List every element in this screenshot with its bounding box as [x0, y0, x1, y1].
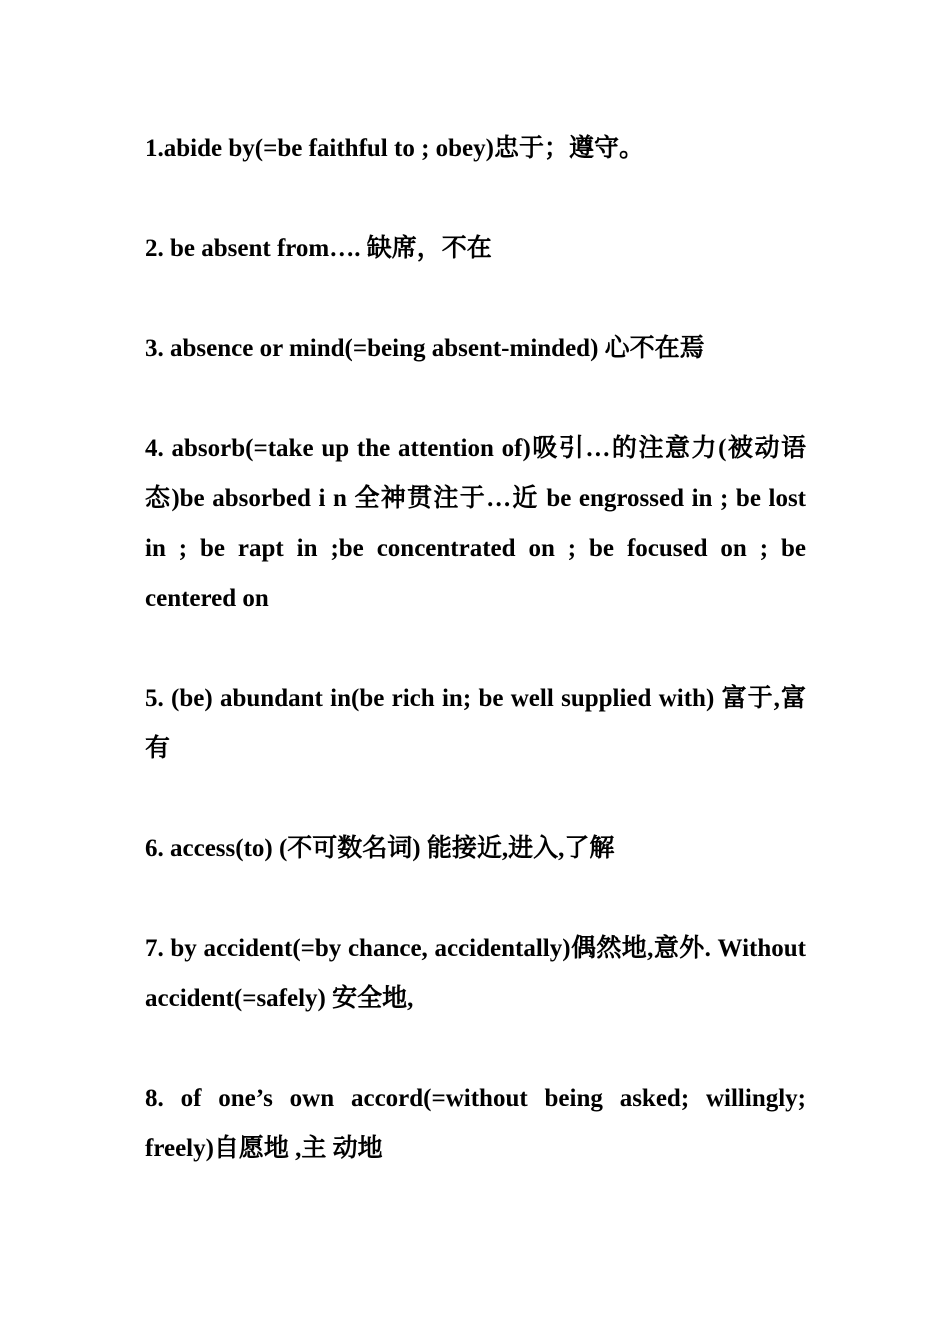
vocab-entry-4: 4. absorb(=take up the attention of)吸引…的注意力(被动语态)be absorbed i n 全神贯注于…近 be engrossed in ; be lost in ; be rapt in ;be concentrated on ; be focused on ; be centered on	[145, 435, 806, 612]
vocab-entry-6: 6. access(to) (不可数名词) 能接近,进入,了解	[145, 835, 615, 862]
vocab-entry-5: 5. (be) abundant in(be rich in; be well supplied with) 富于,富有	[145, 685, 806, 762]
vocab-entry-1: 1.abide by(=be faithful to ; obey)忠于；遵守。	[145, 135, 644, 162]
vocab-entry-2: 2. be absent from…. 缺席，不在	[145, 235, 492, 262]
vocab-entry-3: 3. absence or mind(=being absent-minded) 心不在焉	[145, 335, 705, 362]
vocabulary-list	[145, 124, 806, 1224]
vocab-entry-8: 8. of one’s own accord(=without being asked; willingly; freely)自愿地 ,主 动地	[145, 1085, 806, 1162]
vocab-entry-7: 7. by accident(=by chance, accidentally)偶然地,意外. Without accident(=safely) 安全地,	[145, 935, 806, 1012]
